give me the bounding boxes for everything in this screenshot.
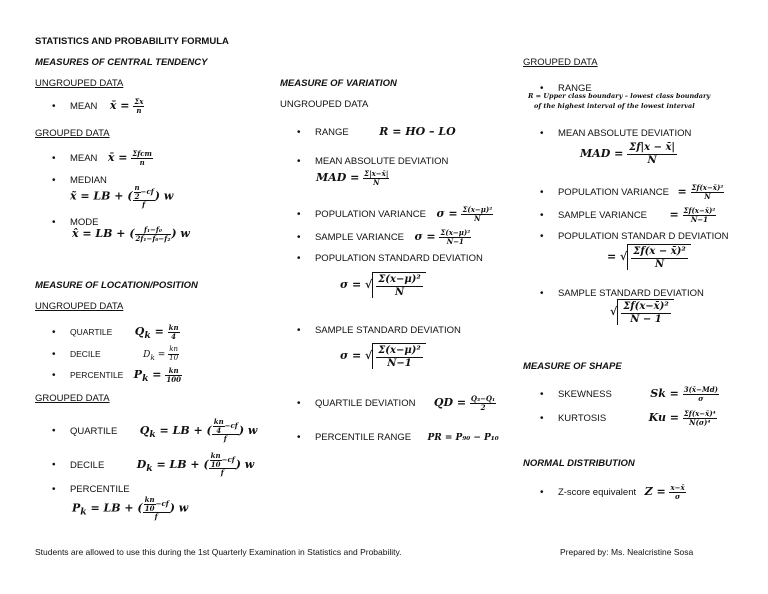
central-tendency-heading: MEASURES OF CENTRAL TENDENCY [35,57,208,68]
grouped-range-formula: R = Upper class boundary – lowest class boundary of the highest interval of the lowest interval [528,92,711,110]
location-grouped-label: GROUPED DATA [35,393,110,404]
mode-formula: x̂ = LB + ( $\frac{\text{f₁−f₀}}{\text{2f₁−f₀−f₂}}$ ) w [72,225,190,243]
sample-variance-item: • SAMPLE VARIANCE σ = $\frac{\text{Σ(x−μ)²}}{N-1}$ [297,227,471,246]
variation-heading: MEASURE OF VARIATION [280,78,397,89]
ungrouped-decile-formula: $D_k$ = $\frac{kn}{10}$ [143,345,179,362]
grouped-sample-variance-formula: = $\frac{\text{Σf(x−x̄)²}}{N-1}$ [669,205,716,224]
ungrouped-quartile-formula: $Q_k$ = $\frac{kn}{4}$ [134,322,179,342]
mad-formula: MAD = $\frac{\Sigma|x-x̄|}{N}$ [316,169,389,187]
sample-sd-formula: σ = √ $\frac{\text{Σ(x−μ)²}}{N-1}$ [340,343,426,369]
kurtosis-formula: Ku = $\frac{\text{Σf(x−x̄)⁴}}{\text{N(σ)⁴}}$ [648,408,716,427]
grouped-mean-item: • MEAN x̄ = $\frac{\text{Σfcm}}{n}$ [52,148,152,167]
grouped-sample-sd-item: • SAMPLE STANDARD DEVIATION [540,288,704,299]
skewness-item: • SKEWNESS Sk = $\frac{3(x̄-Md)}{\sigma}$ [540,384,718,403]
shape-heading: MEASURE OF SHAPE [523,361,622,372]
ungrouped-quartile-item: • QUARTILE $Q_k$ = $\frac{kn}{4}$ [52,322,179,342]
mad-item: • MEAN ABSOLUTE DEVIATION [297,156,449,167]
footer-author: Prepared by: Ms. Nealcristine Sosa [560,547,694,557]
normal-heading: NORMAL DISTRIBUTION [523,458,635,469]
pop-variance-formula: σ = $\frac{\text{Σ(x−μ)²}}{N}$ [436,204,493,223]
grouped-pop-sd-item: • POPULATION STANDAR D DEVIATION [540,231,729,242]
pop-sd-formula: σ = √ $\frac{\text{Σ(x−μ)²}}{N}$ [340,272,426,298]
ungrouped-decile-item: • DECILE $D_k$ = $\frac{kn}{10}$ [52,345,179,362]
range-formula: R = HO – LO [379,125,456,138]
grouped-variation-heading: GROUPED DATA [523,57,598,68]
median-item: • MEDIAN [52,175,107,186]
location-heading: MEASURE OF LOCATION/POSITION [35,280,198,291]
skewness-formula: Sk = $\frac{3(x̄-Md)}{\sigma}$ [650,384,718,403]
percentile-range-formula: PR = P₉₀ − P₁₀ [427,433,499,443]
grouped-sample-sd-formula: √ $\frac{\text{Σf(x−x̄)²}}{N - 1}$ [610,299,674,325]
percentile-range-item: • PERCENTILE RANGE PR = P₉₀ − P₁₀ [297,432,499,443]
grouped-pop-sd-formula: = √ $\frac{\text{Σf(x − x̄)²}}{N}$ [607,244,691,270]
central-ungrouped-label: UNGROUPED DATA [35,78,124,89]
central-grouped-label: GROUPED DATA [35,128,110,139]
grouped-mean-formula: x̄ = $\frac{\text{Σfcm}}{n}$ [107,148,152,167]
median-formula: x̃ = LB + ( $\frac{n}{2}$ −cf f ) w [70,183,174,210]
grouped-sample-variance-item: • SAMPLE VARIANCE = $\frac{\text{Σf(x−x̄)²}}{N-1}$ [540,205,716,224]
kurtosis-item: • KURTOSIS Ku = $\frac{\text{Σf(x−x̄)⁴}}{\text{N(σ)⁴}}$ [540,408,716,427]
pop-variance-item: • POPULATION VARIANCE σ = $\frac{\text{Σ(x−μ)²}}{N}$ [297,204,493,223]
grouped-percentile-formula: $P_k$ = LB + ( $\frac{kn}{10}$ −cf f ) w [72,495,189,522]
quartile-deviation-formula: QD = $\frac{\text{Q₃−Q₁}}{2}$ [433,393,496,412]
location-ungrouped-label: UNGROUPED DATA [35,301,124,312]
grouped-mad-formula: MAD = $\frac{\Sigma f|x - x̄|}{N}$ [580,142,676,166]
ungrouped-percentile-item: • PERCENTILE $P_k$ = $\frac{kn}{100}$ [52,365,181,385]
ungrouped-percentile-formula: $P_k$ = $\frac{kn}{100}$ [133,365,181,385]
mode-item: • MODE [52,217,99,228]
grouped-decile-item: • DECILE $D_k$ = LB + ( $\frac{kn}{10}$ −cf f ) w [52,451,255,478]
z-score-formula: Z = $\frac{x-x̄}{\sigma}$ [644,482,685,501]
range-item: • RANGE R = HO – LO [297,125,456,138]
grouped-range-item: • RANGE [540,83,592,94]
grouped-decile-formula: $D_k$ = LB + ( $\frac{kn}{10}$ −cf f ) w [136,451,255,478]
pop-sd-item: • POPULATION STANDARD DEVIATION [297,253,483,264]
sample-sd-item: • SAMPLE STANDARD DEVIATION [297,325,461,336]
footer-note: Students are allowed to use this during the 1st Quarterly Examination in Statistics and Probability. [35,547,402,557]
grouped-mad-item: • MEAN ABSOLUTE DEVIATION [540,128,692,139]
page-title: STATISTICS AND PROBABILITY FORMULA [35,36,229,47]
ungrouped-mean-formula: x̄ = $\frac{\Sigma x}{n}$ [109,96,144,115]
z-score-item: • Z-score equivalent Z = $\frac{x-x̄}{\sigma}$ [540,482,685,501]
quartile-deviation-item: • QUARTILE DEVIATION QD = $\frac{\text{Q₃−Q₁}}{2}$ [297,393,496,412]
grouped-pop-variance-formula: = $\frac{\text{Σf(x−x̄)²}}{N}$ [677,182,724,201]
grouped-pop-variance-item: • POPULATION VARIANCE = $\frac{\text{Σf(x−x̄)²}}{N}$ [540,182,724,201]
grouped-percentile-item: • PERCENTILE [52,484,130,495]
ungrouped-mean-item: • MEAN x̄ = $\frac{\Sigma x}{n}$ [52,96,144,115]
grouped-quartile-item: • QUARTILE $Q_k$ = LB + ( $\frac{kn}{4}$ −cf f ) w [52,417,258,444]
variation-ungrouped-label: UNGROUPED DATA [280,99,369,110]
grouped-quartile-formula: $Q_k$ = LB + ( $\frac{kn}{4}$ −cf f ) w [139,417,258,444]
sample-variance-formula: σ = $\frac{\text{Σ(x−μ)²}}{N-1}$ [414,227,471,246]
